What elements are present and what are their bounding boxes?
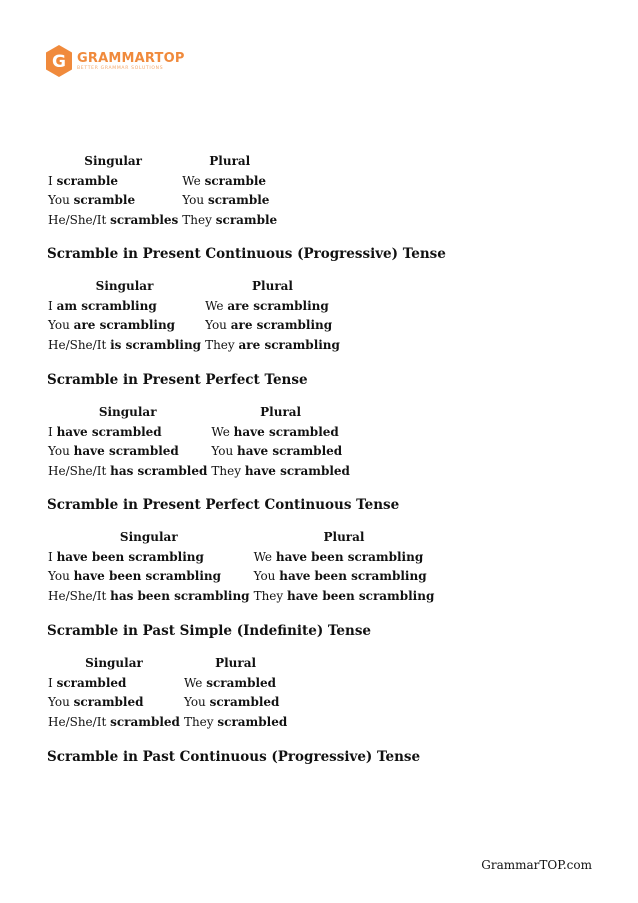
table-row xyxy=(48,336,344,356)
singular-cell: He/She/It scrambles xyxy=(48,213,179,228)
table-row xyxy=(48,191,281,211)
table-row xyxy=(48,693,291,713)
plural-header: Plural xyxy=(260,405,302,419)
conjugation-table-past-simple xyxy=(48,654,291,733)
singular-cell: I have scrambled xyxy=(48,424,162,439)
plural-cell: They scrambled xyxy=(183,715,288,730)
singular-cell: He/She/It scrambled xyxy=(48,715,180,730)
singular-header: Singular xyxy=(84,154,143,168)
conjugation-table-present-simple xyxy=(48,152,281,231)
plural-cell: You scrambled xyxy=(183,695,280,710)
singular-header: Singular xyxy=(95,279,154,293)
table-row xyxy=(48,211,281,231)
section-heading: Scramble in Present Perfect Tense xyxy=(47,372,308,388)
singular-cell: He/She/It is scrambling xyxy=(48,338,202,353)
plural-cell: We are scrambling xyxy=(205,298,329,313)
plural-header: Plural xyxy=(252,279,293,293)
plural-header: Plural xyxy=(323,530,365,544)
plural-cell: They are scrambling xyxy=(205,338,340,353)
table-row xyxy=(48,548,438,568)
section-heading: Scramble in Present Perfect Continuous Tense xyxy=(47,497,400,513)
section-heading: Scramble in Past Continuous (Progressive) Tense xyxy=(47,749,421,765)
plural-cell: You scramble xyxy=(182,193,270,208)
singular-cell: I scramble xyxy=(48,173,119,188)
table-row xyxy=(48,442,354,462)
logo-title: GRAMMARTOP xyxy=(77,51,185,66)
plural-cell: They have been scrambling xyxy=(253,589,435,604)
plural-cell: We scrambled xyxy=(183,675,277,690)
plural-header: Plural xyxy=(209,154,251,168)
singular-cell: I scrambled xyxy=(48,675,127,690)
section-heading: Scramble in Present Continuous (Progressive) Tense xyxy=(47,246,446,262)
logo-tagline: BETTER GRAMMAR SOLUTIONS xyxy=(77,66,164,71)
table-row xyxy=(48,587,438,607)
plural-cell: You are scrambling xyxy=(205,318,333,333)
plural-cell: You have scrambled xyxy=(211,444,343,459)
plural-header: Plural xyxy=(215,656,257,670)
table-row xyxy=(48,567,438,587)
singular-cell: You scramble xyxy=(48,193,136,208)
singular-header: Singular xyxy=(119,530,178,544)
singular-cell: You have scrambled xyxy=(48,444,179,459)
plural-cell: They have scrambled xyxy=(211,464,350,479)
section-heading: Scramble in Past Simple (Indefinite) Tense xyxy=(47,623,372,639)
singular-cell: He/She/It has been scrambling xyxy=(48,589,250,604)
conjugation-table-present-perfect-continuous xyxy=(48,528,438,607)
plural-cell: You have been scrambling xyxy=(253,569,427,584)
table-row xyxy=(48,674,291,694)
singular-cell: You scrambled xyxy=(48,695,144,710)
table-row xyxy=(48,297,344,317)
hexagon-logo-icon xyxy=(44,44,74,78)
singular-cell: I am scrambling xyxy=(48,298,157,313)
table-row xyxy=(48,316,344,336)
brand-logo xyxy=(44,44,204,78)
table-row xyxy=(48,462,354,482)
plural-cell: We have been scrambling xyxy=(253,549,424,564)
table-row xyxy=(48,423,354,443)
plural-cell: They scramble xyxy=(182,213,278,228)
svg-text:G: G xyxy=(52,52,66,72)
singular-header: Singular xyxy=(85,656,143,670)
singular-cell: You have been scrambling xyxy=(48,569,221,584)
table-row xyxy=(48,172,281,192)
footer-site-name: GrammarTOP.com xyxy=(481,858,592,872)
singular-header: Singular xyxy=(98,405,157,419)
conjugation-table-present-perfect xyxy=(48,403,354,482)
singular-cell: He/She/It has scrambled xyxy=(48,464,208,479)
table-row xyxy=(48,713,291,733)
plural-cell: We have scrambled xyxy=(211,424,339,439)
plural-cell: We scramble xyxy=(182,173,267,188)
conjugation-table-present-continuous xyxy=(48,277,344,356)
singular-cell: You are scrambling xyxy=(48,318,176,333)
singular-cell: I have been scrambling xyxy=(48,549,204,564)
